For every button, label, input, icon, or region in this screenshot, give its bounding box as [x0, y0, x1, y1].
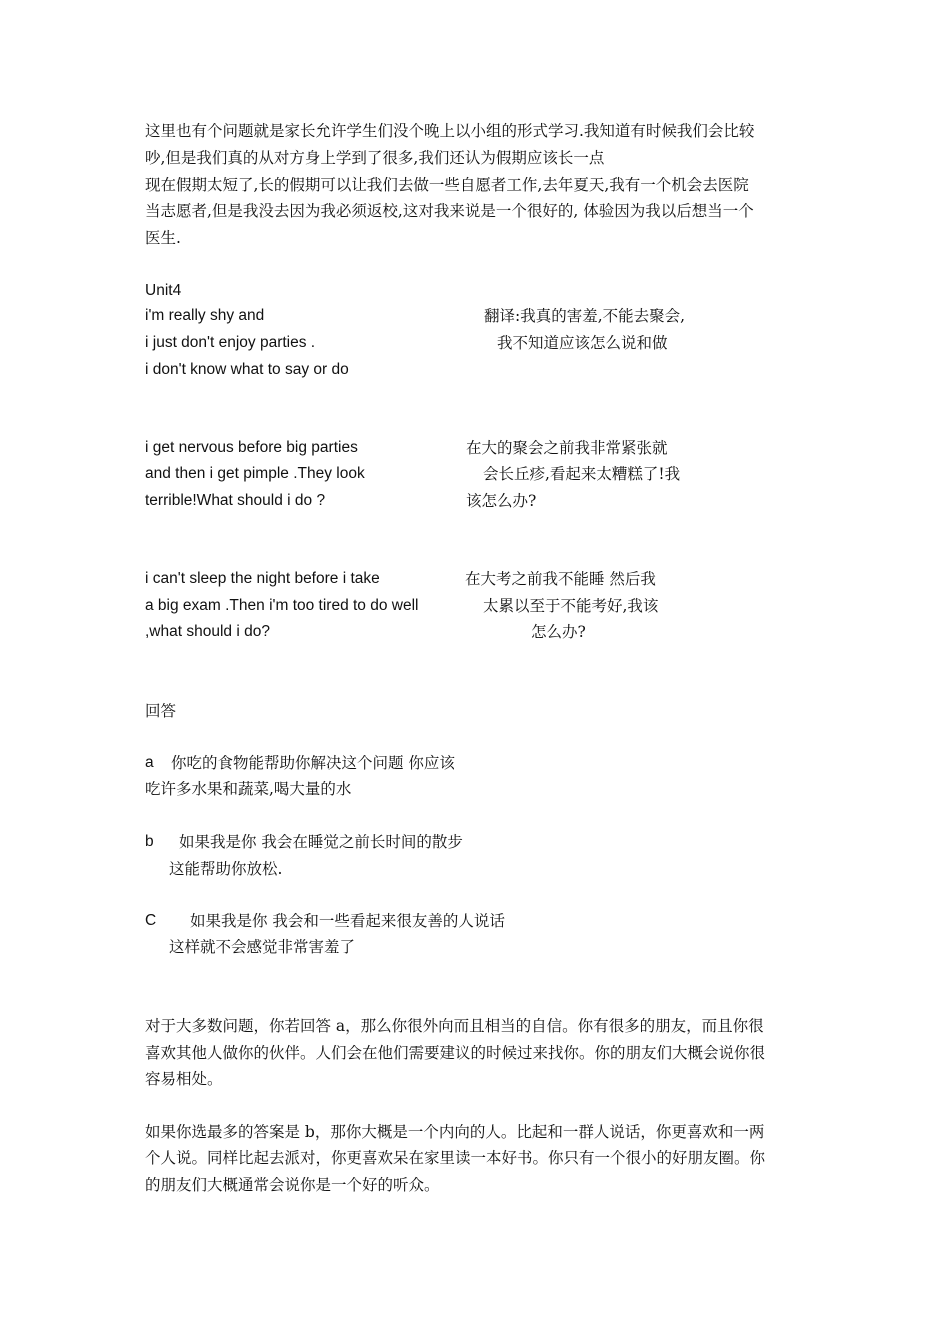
answer-line: 这能帮助你放松. [169, 860, 283, 878]
intro-line: 当志愿者,但是我没去因为我必须返校,这对我来说是一个很好的, 体验因为我以后想当一个 [145, 202, 754, 220]
question-zh-line: 怎么办? [531, 623, 586, 641]
answer-line: 你吃的食物能帮助你解决这个问题 你应该 [171, 754, 455, 772]
question-zh-line: 该怎么办? [466, 492, 537, 510]
question-en-line: i get nervous before big parties [145, 439, 358, 456]
question-zh-line: 在大的聚会之前我非常紧张就 [466, 439, 668, 457]
question-en-line: i'm really shy and [145, 307, 265, 324]
answer-letter: b [145, 833, 154, 850]
intro-line: 吵,但是我们真的从对方身上学到了很多,我们还认为假期应该长一点 [145, 149, 605, 167]
question-en-line: i don't know what to say or do [145, 361, 349, 378]
unit-title: Unit4 [145, 282, 182, 299]
question-zh-line: 太累以至于不能考好,我该 [483, 597, 659, 615]
intro-line: 医生. [145, 229, 181, 247]
result-line: 对于大多数问题，你若回答 a，那么你很外向而且相当的自信。你有很多的朋友，而且你很 [145, 1017, 764, 1035]
answer-line: 吃许多水果和蔬菜,喝大量的水 [145, 780, 352, 798]
answer-letter: a [145, 754, 154, 771]
question-en-line: i just don't enjoy parties . [145, 334, 316, 351]
answer-letter: C [145, 912, 157, 929]
result-line: 容易相处。 [145, 1070, 223, 1088]
answer-line: 这样就不会感觉非常害羞了 [169, 938, 356, 956]
question-en-line: and then i get pimple .They look [145, 465, 365, 482]
question-zh-line: 翻译:我真的害羞,不能去聚会, [484, 307, 686, 325]
intro-line: 这里也有个问题就是家长允许学生们没个晚上以小组的形式学习.我知道有时候我们会比较 [145, 122, 755, 140]
question-en-line: a big exam .Then i'm too tired to do well [145, 597, 419, 614]
answer-line: 如果我是你 我会和一些看起来很友善的人说话 [190, 912, 505, 930]
question-en-line: ,what should i do? [145, 623, 270, 640]
intro-line: 现在假期太短了,长的假期可以让我们去做一些自愿者工作,去年夏天,我有一个机会去医院 [145, 176, 749, 194]
result-line: 喜欢其他人做你的伙伴。人们会在他们需要建议的时候过来找你。你的朋友们大概会说你很 [145, 1044, 766, 1062]
question-en-line: terrible!What should i do ? [145, 492, 326, 509]
question-zh-line: 会长丘疹,看起来太糟糕了!我 [483, 465, 681, 483]
answer-line: 如果我是你 我会在睡觉之前长时间的散步 [179, 833, 463, 851]
question-zh-line: 在大考之前我不能睡 然后我 [465, 570, 656, 588]
result-line: 个人说。同样比起去派对，你更喜欢呆在家里读一本好书。你只有一个很小的好朋友圈。你 [145, 1149, 766, 1167]
question-zh-line: 我不知道应该怎么说和做 [497, 334, 668, 352]
result-line: 的朋友们大概通常会说你是一个好的听众。 [145, 1176, 440, 1194]
answers-heading: 回答 [145, 702, 177, 720]
question-en-line: i can't sleep the night before i take [145, 570, 380, 587]
result-line: 如果你选最多的答案是 b，那你大概是一个内向的人。比起和一群人说话，你更喜欢和一两 [145, 1123, 765, 1141]
